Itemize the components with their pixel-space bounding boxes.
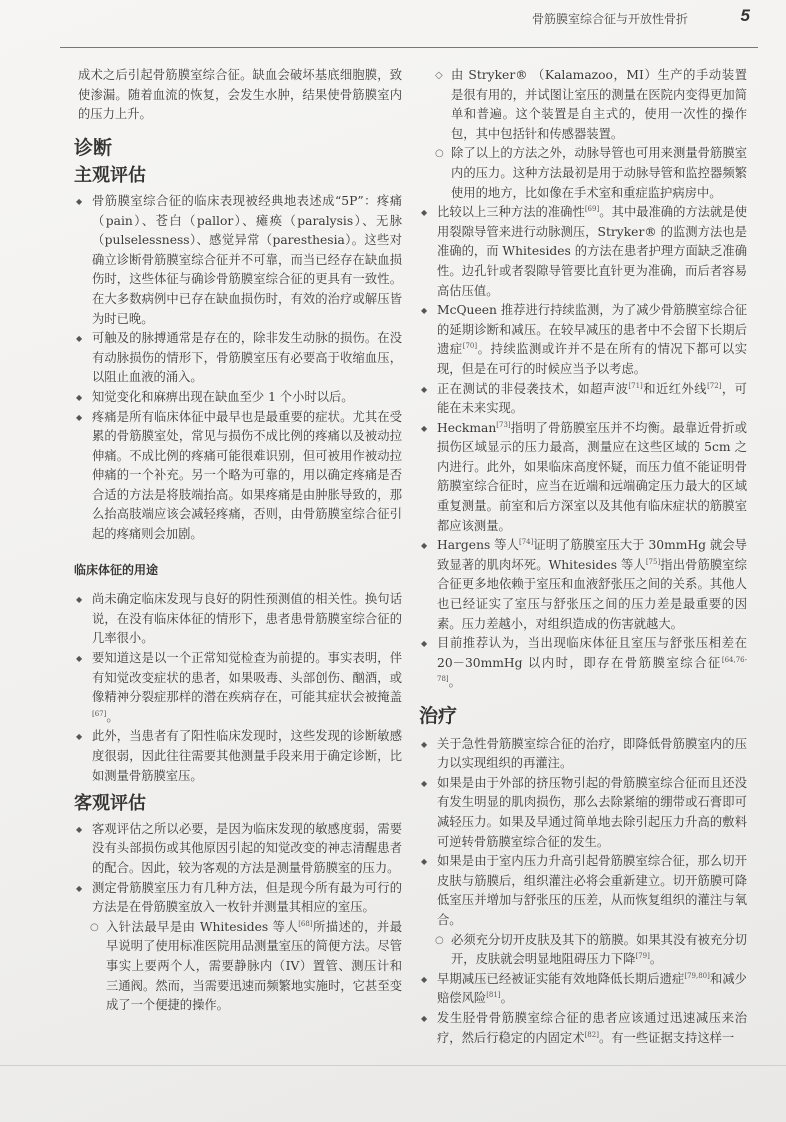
text: 。其中最准确的方法就是使用裂隙导管来进行动脉测压，Stryker® 的监测方法也是准确的，而 Whitesides 的方法在患者护理方面缺乏准确性。边孔针或者裂隙导管要比直针更为准确，而后者容易高估压值。 [437,205,747,298]
text: 早期减压已经被证实能有效地降低长期后遗症 [437,971,685,986]
bullet-item [78,590,402,649]
citation-ref: [79,80] [684,971,710,980]
citation-ref: [69] [584,205,600,214]
bullet-item [423,301,747,379]
left-column [74,66,402,1016]
citation-ref: [70] [462,342,478,351]
bullet-item [423,735,747,774]
bullet-item [423,1009,747,1048]
citation-ref: [82] [584,1030,599,1039]
text: 骨筋膜室综合征的临床表现被经典地表述成“5P”：疼痛（pain）、苍白（pallor）、瘫痪（paralysis）、无脉（pulselessness）、感觉异常（paresthesia）。这些对确立诊断骨筋膜室综合征并不可靠，而当已经存在缺血损伤时，这些体征与确诊骨筋膜室综合征的更具有一致性。在大多数病例中已存在缺血损伤时，有效的治疗或解压皆为时已晚。 [92,193,402,326]
bullet-item [423,774,747,852]
sub-bullet-item [78,918,402,1016]
text: 疼痛是所有临床体征中最早也是最重要的症状。尤其在受累的骨筋膜室处，常见与损伤不成比例的疼痛以及被动拉伸痛。不成比例的疼痛可能很难识别，但可被用作被动拉伸痛的一个补充。另一个略为可靠的，用以确定疼痛是否合适的方法是将肢端抬高。如果疼痛是由肿胀导致的，那么抬高肢端应该会减轻疼痛，否则，由骨筋膜室综合征引起的疼痛则会加剧。 [92,409,402,542]
citation-ref: [79] [635,952,650,961]
bullet-item [78,192,402,329]
text: 所描述的，并最早说明了使用标准医院用品测量室压的简便方法。尽管事实上要两个人，需要静脉内（IV）置管、测压计和三通阀。然而，当需要迅速而频繁地实施时，它甚至变成了一个便捷的操作。 [106,919,402,1013]
paragraph [78,66,402,125]
section-heading [419,707,747,727]
text: 目前推荐认为，当出现临床体征且室压与舒张压相差在 20－30mmHg 以内时，即存在骨筋膜室综合征 [437,636,747,670]
bullet-item [423,634,747,693]
bullet-item [423,203,747,301]
bullet-item [78,649,402,727]
text: 尚未确定临床发现与良好的阴性预测值的相关性。换句话说，在没有临床体征的情形下，患者患骨筋膜室综合征的几率很小。 [92,592,402,646]
sub-bullet-marker: ◇ [435,70,443,81]
right-column [419,66,747,1048]
bullet-item [78,388,402,408]
text: 指出骨筋膜室综合征更多地依赖于室压和血液舒张压之间的关系。其他人也已经证实了室压与舒张压之间的压力差是最重要的因素。压力差越小，对组织造成的伤害就越大。 [437,557,747,631]
citation-ref: [74] [518,538,534,547]
text: 证明了筋膜室压大于 30mmHg 就会导致显著的肌肉坏死。Whitesides 等人 [437,538,747,572]
text: ，可能在未来实现。 [437,381,747,416]
minor-heading [74,561,402,581]
bullet-item [423,380,747,419]
subsection-heading [74,794,402,814]
bullet-item [78,879,402,918]
text: 和近红外线 [642,381,708,396]
text: 客观评估 [74,793,146,815]
text: 。 [106,709,119,724]
text: McQueen 推荐进行持续监测，为了减少骨筋膜室综合征的延期诊断和减压。在较早减压的患者中不会留下长期后遗症 [437,303,747,357]
text: 。持续监测或许并不是在所有的情况下都可以实现，但是在可行的时候应当予以考虑。 [437,342,747,376]
text: 。 [448,675,461,690]
citation-ref: [64,76-78] [437,655,747,684]
text: Heckman [437,420,497,435]
text: 。有一些证据支持这样一 [598,1030,735,1045]
text: 发生胫骨骨筋膜室综合征的患者应该通过迅速减压来治疗，然后行稳定的内固定术 [437,1010,747,1045]
text: 入针法最早是由 Whitesides 等人 [106,919,299,934]
text: 正在测试的非侵袭技术，如超声波 [437,381,629,396]
citation-ref: [73] [496,420,511,429]
citation-ref: [75] [645,557,661,566]
text: 可触及的脉搏通常是存在的，除非发生动脉的损伤。在没有动脉损伤的情形下，骨筋膜室压有必要高于收缩血压，以阻止血液的涌入。 [92,331,402,385]
citation-ref: [71] [628,381,643,390]
bullet-item [78,408,402,545]
text: 此外，当患者有了阳性临床发现时，这些发现的诊断敏感度很弱，因此往往需要其他测量手段来用于确定诊断，比如测量骨筋膜室压。 [92,729,402,783]
bullet-item [78,329,402,388]
text: 关于急性骨筋膜室综合征的治疗，即降低骨筋膜室内的压力以实现组织的再灌注。 [437,736,747,771]
text: 客观评估之所以必要，是因为临床发现的敏感度弱，需要没有头部损伤或其他原因引起的知觉改变的神志清醒患者的配合。因此，较为客观的方法是测量骨筋膜室的压力。 [92,821,402,875]
sub-bullet-marker: ○ [90,921,99,933]
footer-divider [0,1065,786,1066]
text: 由 Stryker® （Kalamazoo，MI）生产的手动装置是很有用的，并试图让室压的测量在医院内变得更加简单和普遍。这个装置是自主式的，使用一次性的操作包，其中包括针和传感器装置。 [451,68,747,141]
text: 知觉变化和麻痹出现在缺血至少 1 个小时以后。 [92,389,354,404]
bullet-item [423,970,747,1009]
text: 如果是由于室内压力升高引起骨筋膜室综合征，那么切开皮肤与筋膜后，组织灌注必将会重新建立。切开筋膜可降低室压并增加与舒张压的压差，从而恢复组织的灌注与氧合。 [437,854,747,927]
text: 和减少赔偿风险 [437,971,747,1006]
sub-bullet-item [423,66,747,144]
text: 。 [649,952,663,967]
text: 。 [500,991,513,1006]
text: 必须充分切开皮肤及其下的筋膜。如果其没有被充分切开，皮肤就会明显地阻碍压力下降 [451,932,747,967]
text: 成术之后引起骨筋膜室综合征。缺血会破坏基底细胞膜，致使渗漏。随着血流的恢复，会发生水肿，结果使骨筋膜室内的压力上升。 [78,68,402,122]
text: 主观评估 [74,165,146,187]
citation-ref: [67] [92,709,107,718]
text: 治疗 [419,705,458,727]
page-number: 5 [740,6,750,25]
citation-ref: [81] [486,991,501,1000]
bullet-item [423,419,747,537]
text: 除了以上的方法之外，动脉导管也可用来测量骨筋膜室内的压力。这种方法最初是用于动脉导管和监控器频繁使用的地方，比如像在手术室和重症监护病房中。 [451,146,747,200]
bullet-item [78,727,402,786]
text: 指明了骨筋膜室压并不均衡。最靠近骨折或损伤区域显示的压力最高，测量应在这些区域的 5cm 之内进行。此外，如果临床高度怀疑，而压力值不能证明骨筋膜室综合征时，应当在近端和远端确定压力最大的区域重复测量。前室和后方深室以及其他有临床症状的筋膜室都应该测量。 [437,420,747,533]
text: 要知道这是以一个正常知觉检查为前提的。事实表明，伴有知觉改变症状的患者，如果吸毒、头部创伤、酗酒，或像精神分裂症那样的潜在疾病存在，可能其症状会被掩盖 [92,651,402,705]
text: 测定骨筋膜室压力有几种方法，但是现今所有最为可行的方法是在骨筋膜室放入一枚针并测量其相应的室压。 [92,880,402,915]
text: 比较以上三种方法的准确性 [437,205,585,220]
section-heading [74,136,402,159]
citation-ref: [68] [298,919,313,928]
sub-bullet-marker: ○ [435,934,444,946]
running-title: 骨筋膜室综合征与开放性骨折 [531,12,688,26]
sub-bullet-marker: ○ [435,148,444,160]
text: 如果是由于外部的挤压物引起的骨筋膜室综合征而且还没有发生明显的肌肉损伤，那么去除紧缩的绷带或石膏即可减轻压力。如果及早通过简单地去除引起压力升高的敷料可逆转骨筋膜室综合征的发生。 [437,775,747,849]
text: 临床体征的用途 [74,562,159,577]
page-header [60,0,758,48]
bullet-item [423,852,747,930]
sub-bullet-item [423,144,747,203]
bullet-item [78,820,402,879]
sub-bullet-item [423,931,747,970]
text: 诊断 [74,136,113,159]
citation-ref: [72] [707,381,722,390]
subsection-heading [74,166,402,186]
bullet-item [423,536,747,634]
text: Hargens 等人 [437,538,519,553]
